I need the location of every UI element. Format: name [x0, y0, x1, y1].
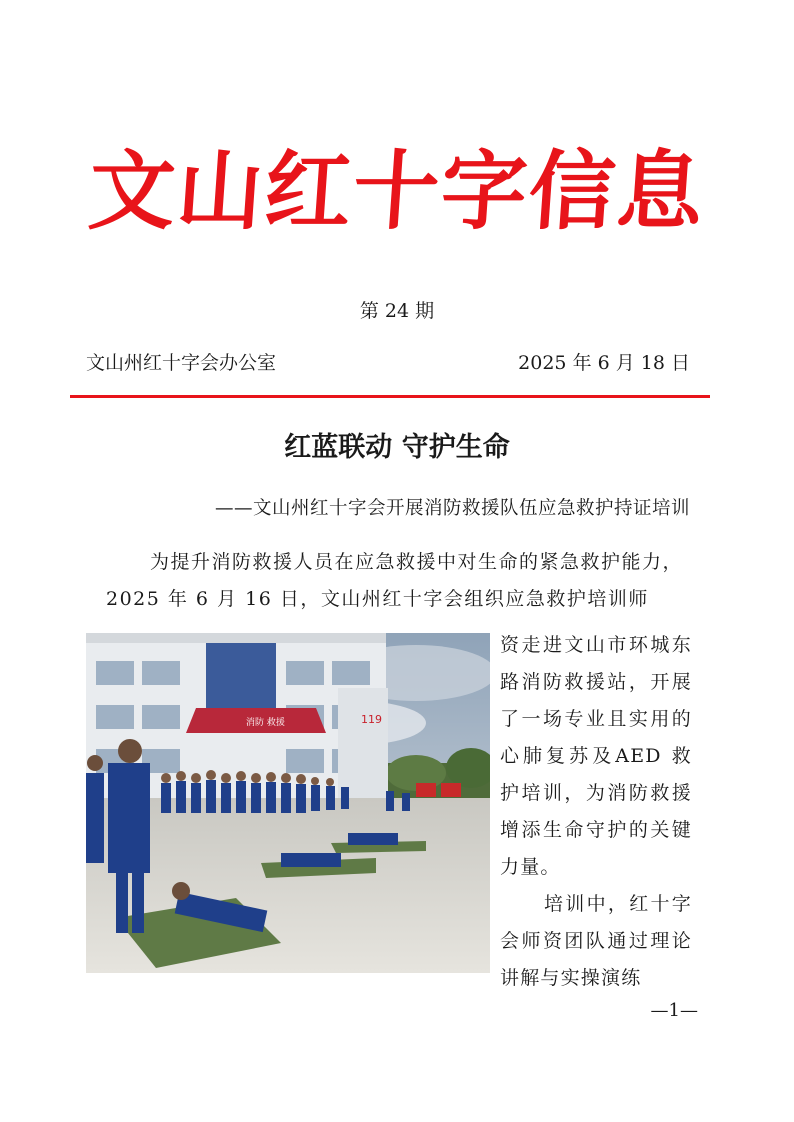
publisher: 文山州红十字会办公室	[86, 352, 277, 374]
article-title: 红蓝联动 守护生命	[284, 432, 510, 463]
article-paragraph-1-continued: 资走进文山市环城东路消防救援站，开展了一场专业且实用的心肺复苏及AED 救护培训，为消防救援增添生命守护的关键力量。	[500, 634, 692, 878]
article-side-column	[500, 627, 692, 997]
building-number: 119	[361, 713, 382, 726]
publish-date: 2025 年 6 月 18 日	[518, 352, 690, 374]
article-paragraph-2: 培训中，红十字会师资团队通过理论讲解与实操演练	[500, 893, 692, 989]
header-divider	[70, 395, 710, 398]
page-number: —1—	[650, 1000, 698, 1021]
training-photo	[86, 633, 490, 973]
masthead-title: 文山红十字信息	[85, 141, 709, 242]
article-paragraph-1: 为提升消防救援人员在应急救援中对生命的紧急救护能力，2025 年 6 月 16 日，文山州红十字会组织应急救护培训师	[106, 551, 684, 610]
training-photo-illustration	[86, 633, 490, 973]
article-subtitle: ——文山州红十字会开展消防救援队伍应急救护持证培训	[214, 498, 690, 519]
issue-number: 第 24 期	[359, 300, 435, 322]
building-sign: 消防 救援	[246, 718, 285, 728]
